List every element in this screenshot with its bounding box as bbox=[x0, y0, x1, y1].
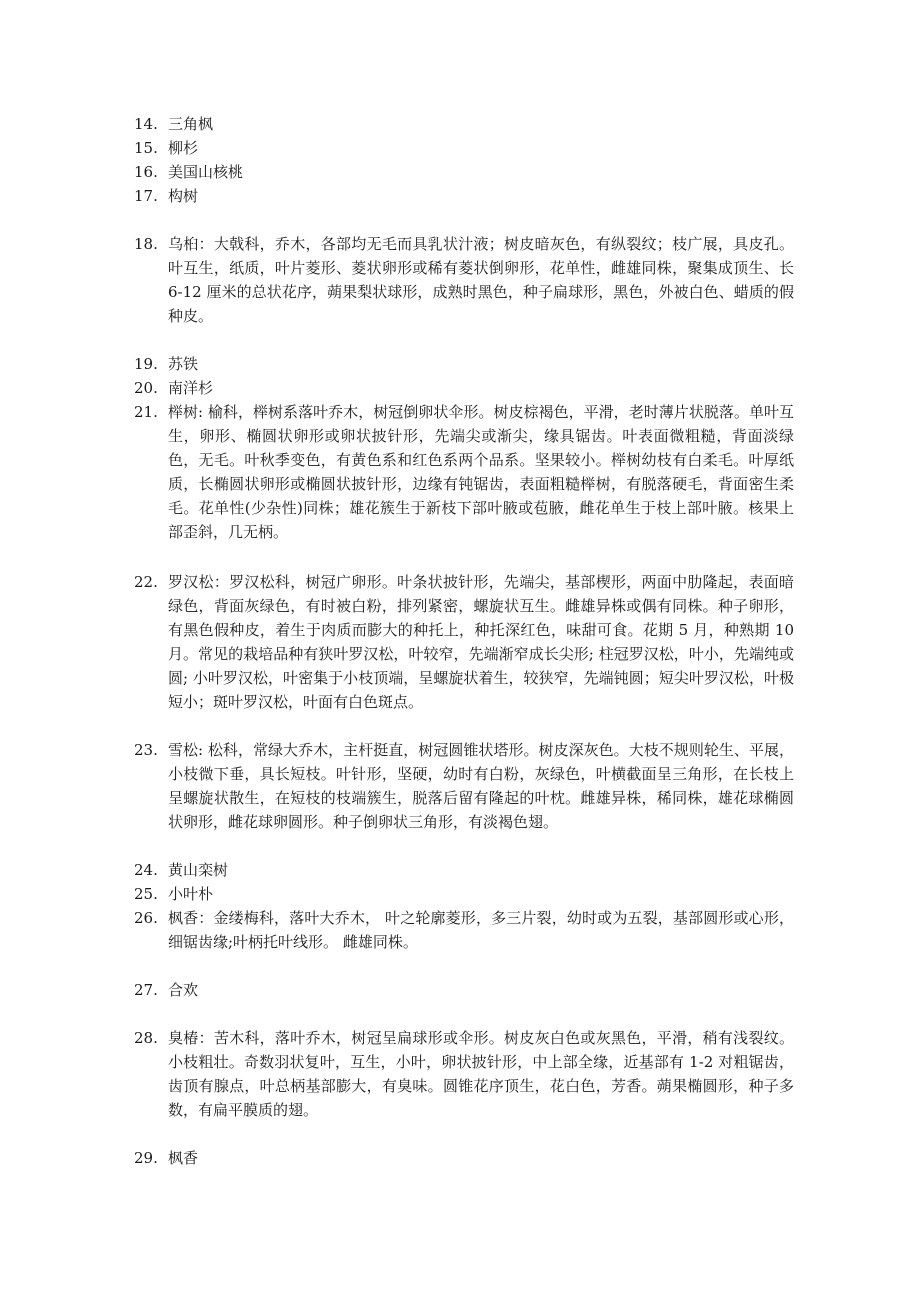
item-number: 26. bbox=[134, 909, 158, 927]
list-item bbox=[134, 570, 794, 714]
list-item bbox=[134, 136, 794, 160]
list-item bbox=[134, 400, 794, 544]
list-item bbox=[134, 184, 794, 208]
list-item bbox=[134, 232, 794, 328]
item-text: 枫香 bbox=[168, 1149, 199, 1167]
list-item bbox=[134, 1146, 794, 1170]
list-item bbox=[134, 352, 794, 376]
list-item bbox=[134, 978, 794, 1002]
list-item bbox=[134, 858, 794, 882]
item-number: 27. bbox=[134, 981, 158, 999]
item-number: 15. bbox=[134, 139, 158, 157]
item-number: 17. bbox=[134, 187, 158, 205]
item-text: 苏铁 bbox=[168, 355, 199, 373]
item-number: 29. bbox=[134, 1149, 158, 1167]
item-number: 18. bbox=[134, 235, 158, 253]
item-text: 黄山栾树 bbox=[168, 861, 229, 879]
item-text: 臭椿：苦木科，落叶乔木，树冠呈扁球形或伞形。树皮灰白色或灰黑色，平滑，稍有浅裂纹。小枝粗壮。奇数羽状复叶，互生，小叶，卵状披针形，中上部全缘，近基部有 1-2 对粗锯齿，齿顶有腺点，叶总柄基部膨大，有臭味。圆锥花序顶生，花白色，芳香。蒴果椭圆形，种子多数，有扁平膜质的翅。 bbox=[168, 1029, 794, 1119]
item-number: 19. bbox=[134, 355, 158, 373]
item-text: 罗汉松：罗汉松科，树冠广卵形。叶条状披针形，先端尖，基部楔形，两面中肋隆起，表面暗绿色，背面灰绿色，有时被白粉，排列紧密，螺旋状互生。雌雄异株或偶有同株。种子卵形，有黑色假种皮，着生于肉质而膨大的种托上，种托深红色，味甜可食。花期 5 月，种熟期 10 月。常见的栽培品种有狭叶罗汉松，叶较窄，先端渐窄成长尖形; 柱冠罗汉松，叶小，先端纯或圆; 小叶罗汉松，叶密集于小枝顶端，呈螺旋状着生，较狭窄，先端钝圆；短尖叶罗汉松，叶极短小；斑叶罗汉松，叶面有白色斑点。 bbox=[168, 573, 794, 711]
list-item bbox=[134, 160, 794, 184]
item-number: 24. bbox=[134, 861, 158, 879]
item-text: 榉树: 榆科，榉树系落叶乔木，树冠倒卵状伞形。树皮棕褐色，平滑，老时薄片状脱落。单叶互生，卵形、椭圆状卵形或卵状披针形，先端尖或渐尖，缘具锯齿。叶表面微粗糙，背面淡绿色，无毛。叶秋季变色，有黄色系和红色系两个品系。坚果较小。榉树幼枝有白柔毛。叶厚纸质，长椭圆状卵形或椭圆状披针形，边缘有钝锯齿，表面粗糙榉树，有脱落硬毛，背面密生柔毛。花单性(少杂性)同株；雄花簇生于新枝下部叶腋或苞腋，雌花单生于枝上部叶腋。核果上部歪斜，几无柄。 bbox=[168, 403, 794, 541]
item-text: 枫香：金缕梅科，落叶大乔木， 叶之轮廓菱形，多三片裂，幼时或为五裂，基部圆形或心形，细锯齿缘;叶柄托叶线形。 雌雄同株。 bbox=[168, 909, 794, 951]
item-number: 22. bbox=[134, 573, 158, 591]
item-text: 柳杉 bbox=[168, 139, 199, 157]
item-number: 21. bbox=[134, 403, 158, 421]
item-number: 25. bbox=[134, 885, 158, 903]
item-text: 雪松: 松科，常绿大乔木，主杆挺直，树冠圆锥状塔形。树皮深灰色。大枝不规则轮生、平展，小枝微下垂，具长短枝。叶针形，坚硬，幼时有白粉，灰绿色，叶横截面呈三角形，在长枝上呈螺旋状散生，在短枝的枝端簇生，脱落后留有隆起的叶枕。雌雄异株，稀同株，雄花球椭圆状卵形，雌花球卵圆形。种子倒卵状三角形，有淡褐色翅。 bbox=[168, 741, 794, 831]
item-number: 16. bbox=[134, 163, 158, 181]
item-text: 构树 bbox=[168, 187, 199, 205]
item-number: 28. bbox=[134, 1029, 158, 1047]
list-item bbox=[134, 1026, 794, 1122]
list-item bbox=[134, 906, 794, 954]
list-item bbox=[134, 882, 794, 906]
list-item bbox=[134, 376, 794, 400]
list-item bbox=[134, 738, 794, 834]
item-text: 小叶朴 bbox=[168, 885, 214, 903]
item-number: 20. bbox=[134, 379, 158, 397]
item-number: 23. bbox=[134, 741, 158, 759]
item-text: 美国山核桃 bbox=[168, 163, 244, 181]
item-text: 三角枫 bbox=[168, 115, 214, 133]
item-text: 南洋杉 bbox=[168, 379, 214, 397]
item-number: 14. bbox=[134, 115, 158, 133]
item-text: 乌桕：大戟科，乔木，各部均无毛而具乳状汁液；树皮暗灰色，有纵裂纹；枝广展，具皮孔。叶互生，纸质，叶片菱形、菱状卵形或稀有菱状倒卵形，花单性，雌雄同株，聚集成顶生、长 6-12 厘米的总状花序，蒴果梨状球形，成熟时黑色，种子扁球形，黑色，外被白色、蜡质的假种皮。 bbox=[168, 235, 794, 325]
item-text: 合欢 bbox=[168, 981, 199, 999]
list-item bbox=[134, 112, 794, 136]
